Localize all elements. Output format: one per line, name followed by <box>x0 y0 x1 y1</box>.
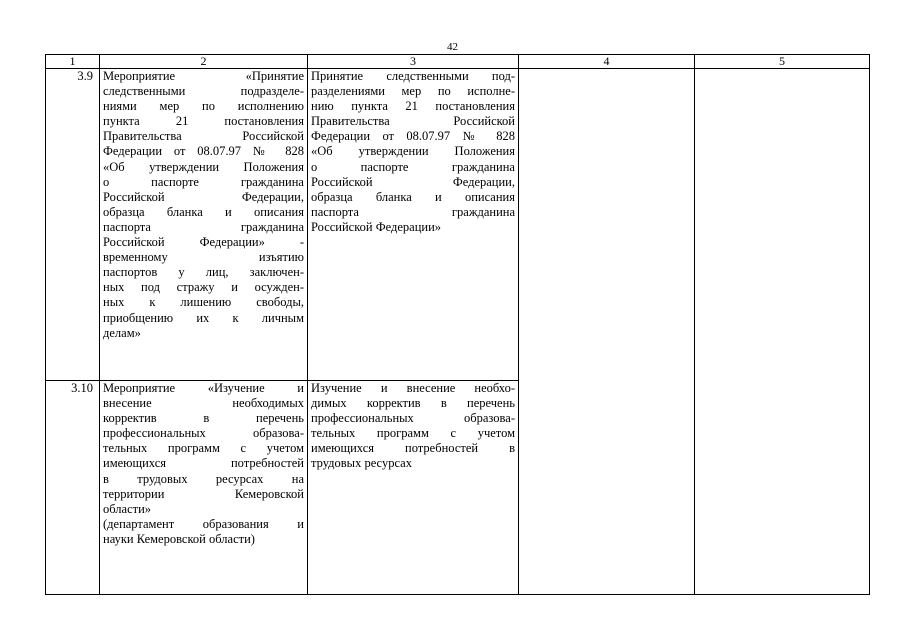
event-description-cell <box>100 69 308 381</box>
text-line: делам» <box>103 325 141 340</box>
header-col-2: 2 <box>100 55 308 69</box>
text-line: ных к лишению свободы, <box>103 295 304 310</box>
text-line: Правительства Российской <box>311 114 515 129</box>
text-line: внесение необходимых <box>103 396 304 411</box>
row-number: 3.9 <box>46 69 100 381</box>
expected-result-text <box>311 69 515 235</box>
text-line: Мероприятие «Принятие <box>103 69 304 83</box>
text-line: трудовых ресурсах <box>311 456 412 471</box>
text-line: Российской Федерации» <box>311 219 442 234</box>
header-col-4: 4 <box>519 55 695 69</box>
text-line: Мероприятие «Изучение и <box>103 381 304 395</box>
text-line: территории Кемеровской <box>103 486 304 501</box>
text-line: профессиональных образова- <box>103 426 304 441</box>
header-col-1: 1 <box>46 55 100 69</box>
text-line: (департамент образования и <box>103 516 304 531</box>
text-line: следственными подразделе- <box>103 84 304 99</box>
text-line: Правительства Российской <box>103 129 304 144</box>
text-line: разделениями мер по исполне- <box>311 84 515 99</box>
text-line: Федерации от 08.07.97 № 828 <box>103 144 304 159</box>
text-line: Российской Федерации, <box>311 174 515 189</box>
text-line: ных под стражу и осужден- <box>103 280 304 295</box>
row-number: 3.10 <box>46 381 100 595</box>
text-line: образца бланка и описания <box>311 189 515 204</box>
expected-result-cell <box>308 381 519 595</box>
text-line: паспортов у лиц, заключен- <box>103 265 304 280</box>
text-line: тельных программ с учетом <box>311 426 515 441</box>
table-row <box>46 69 870 381</box>
text-line: о паспорте гражданина <box>311 159 515 174</box>
text-line: ниями мер по исполнению <box>103 99 304 114</box>
text-line: временному изъятию <box>103 250 304 265</box>
text-line: науки Кемеровской области) <box>103 531 255 546</box>
text-line: профессиональных образова- <box>311 411 515 426</box>
event-description-text <box>103 69 304 341</box>
text-line: Федерации от 08.07.97 № 828 <box>311 129 515 144</box>
text-line: пункта 21 постановления <box>103 114 304 129</box>
text-line: «Об утверждении Положения <box>103 159 304 174</box>
page-number: 42 <box>447 41 458 53</box>
expected-result-cell <box>308 69 519 381</box>
text-line: Российской Федерации, <box>103 189 304 204</box>
text-line: Российской Федерации» - <box>103 235 304 250</box>
document-table <box>45 54 870 595</box>
text-line: «Об утверждении Положения <box>311 144 515 159</box>
text-line: имеющихся потребностей <box>103 456 304 471</box>
event-description-text <box>103 381 304 547</box>
text-line: имеющихся потребностей в <box>311 441 515 456</box>
header-col-5: 5 <box>695 55 870 69</box>
text-line: корректив в перечень <box>103 411 304 426</box>
header-col-3: 3 <box>308 55 519 69</box>
text-line: Изучение и внесение необхо- <box>311 381 515 395</box>
text-line: в трудовых ресурсах на <box>103 471 304 486</box>
text-line: тельных программ с учетом <box>103 441 304 456</box>
table-header-row <box>46 55 870 69</box>
text-line: паспорта гражданина <box>311 204 515 219</box>
text-line: Принятие следственными под- <box>311 69 515 83</box>
column-5-cell <box>695 69 870 595</box>
text-line: о паспорте гражданина <box>103 174 304 189</box>
expected-result-text <box>311 381 515 472</box>
text-line: димых корректив в перечень <box>311 396 515 411</box>
column-4-cell <box>519 69 695 595</box>
event-description-cell <box>100 381 308 595</box>
text-line: образца бланка и описания <box>103 204 304 219</box>
text-line: паспорта гражданина <box>103 219 304 234</box>
text-line: приобщению их к личным <box>103 310 304 325</box>
text-line: нию пункта 21 постановления <box>311 99 515 114</box>
text-line: области» <box>103 501 152 516</box>
